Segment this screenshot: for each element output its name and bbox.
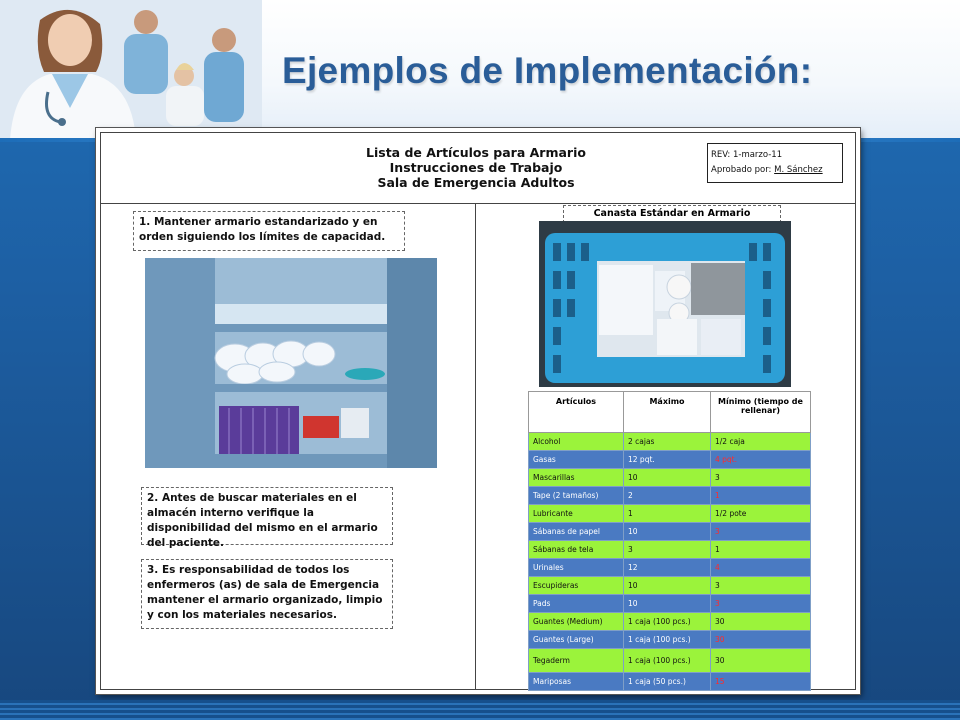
table-row xyxy=(529,613,811,631)
cell-maximo: 10 xyxy=(624,523,711,541)
table-header-row xyxy=(529,392,811,433)
document-frame xyxy=(100,132,856,690)
cell-articulo: Guantes (Medium) xyxy=(529,613,624,631)
cell-maximo: 1 caja (100 pcs.) xyxy=(624,631,711,649)
cell-maximo: 2 xyxy=(624,487,711,505)
cell-maximo: 12 pqt. xyxy=(624,451,711,469)
cell-minimo: 3 xyxy=(711,577,811,595)
cabinet-photo xyxy=(145,258,437,468)
cell-maximo: 12 xyxy=(624,559,711,577)
document-title-line: Sala de Emergencia Adultos xyxy=(377,175,575,190)
cell-articulo: Alcohol xyxy=(529,433,624,451)
cell-minimo: 3 xyxy=(711,595,811,613)
cell-minimo: 4 pqt. xyxy=(711,451,811,469)
cell-minimo: 3 xyxy=(711,469,811,487)
table-row xyxy=(529,487,811,505)
medical-staff-illustration xyxy=(0,0,262,140)
footer-stripes xyxy=(0,700,960,720)
document-title xyxy=(331,145,621,190)
instruction-note-3: 3. Es responsabilidad de todos los enfermeros (as) de sala de Emergencia mantener el armario organizado, limpio y con los materiales necesarios. xyxy=(141,559,393,629)
cell-articulo: Pads xyxy=(529,595,624,613)
cell-minimo: 1/2 pote xyxy=(711,505,811,523)
basket-caption: Canasta Estándar en Armario xyxy=(563,205,781,223)
cell-minimo: 1 xyxy=(711,541,811,559)
cell-articulo: Tape (2 tamaños) xyxy=(529,487,624,505)
cell-minimo: 30 xyxy=(711,649,811,673)
cell-minimo: 30 xyxy=(711,631,811,649)
table-row xyxy=(529,541,811,559)
approved-by: M. Sánchez xyxy=(774,165,823,175)
cell-maximo: 10 xyxy=(624,577,711,595)
cell-maximo: 10 xyxy=(624,595,711,613)
basket-illustration xyxy=(539,221,791,387)
basket-photo xyxy=(539,221,791,387)
table-row xyxy=(529,577,811,595)
table-row xyxy=(529,649,811,673)
cell-articulo: Urinales xyxy=(529,559,624,577)
revision-date: REV: 1-marzo-11 xyxy=(711,150,783,160)
table-row xyxy=(529,505,811,523)
cell-minimo: 30 xyxy=(711,613,811,631)
table-row xyxy=(529,673,811,691)
cell-minimo: 4 xyxy=(711,559,811,577)
medical-staff-photo xyxy=(0,0,262,140)
cabinet-illustration xyxy=(145,258,437,468)
cell-minimo: 1/2 caja xyxy=(711,433,811,451)
document-title-line: Instrucciones de Trabajo xyxy=(389,160,563,175)
table-body xyxy=(529,433,811,691)
cell-articulo: Gasas xyxy=(529,451,624,469)
cell-maximo: 10 xyxy=(624,469,711,487)
slide-title: Ejemplos de Implementación: xyxy=(282,50,813,91)
approval-line xyxy=(711,163,839,178)
cell-maximo: 1 caja (100 pcs.) xyxy=(624,613,711,631)
cell-minimo: 3 xyxy=(711,523,811,541)
document-title-line: Lista de Artículos para Armario xyxy=(366,145,586,160)
table-row xyxy=(529,631,811,649)
column-header-minimo: Mínimo (tiempo de rellenar) xyxy=(711,392,811,433)
revision-box xyxy=(707,143,843,183)
cell-maximo: 1 caja (100 pcs.) xyxy=(624,649,711,673)
table-row xyxy=(529,595,811,613)
work-instruction-document xyxy=(96,128,860,694)
table-row xyxy=(529,433,811,451)
cell-articulo: Mariposas xyxy=(529,673,624,691)
cell-articulo: Tegaderm xyxy=(529,649,624,673)
table-row xyxy=(529,559,811,577)
column-header-maximo: Máximo xyxy=(624,392,711,433)
slide-header xyxy=(0,0,960,140)
table-row xyxy=(529,451,811,469)
cell-articulo: Lubricante xyxy=(529,505,624,523)
cell-minimo: 1 xyxy=(711,487,811,505)
cell-articulo: Sábanas de papel xyxy=(529,523,624,541)
cell-articulo: Mascarillas xyxy=(529,469,624,487)
column-divider xyxy=(475,203,476,689)
cell-articulo: Guantes (Large) xyxy=(529,631,624,649)
cell-articulo: Sábanas de tela xyxy=(529,541,624,559)
cell-maximo: 2 cajas xyxy=(624,433,711,451)
approved-label: Aprobado por: xyxy=(711,165,772,175)
cell-maximo: 3 xyxy=(624,541,711,559)
column-header-articulos: Artículos xyxy=(529,392,624,433)
table-row xyxy=(529,469,811,487)
cell-minimo: 15 xyxy=(711,673,811,691)
document-header xyxy=(101,133,855,204)
instruction-note-1: 1. Mantener armario estandarizado y en orden siguiendo los límites de capacidad. xyxy=(133,211,405,251)
cell-maximo: 1 caja (50 pcs.) xyxy=(624,673,711,691)
cell-maximo: 1 xyxy=(624,505,711,523)
supply-table xyxy=(528,391,811,691)
instruction-note-2: 2. Antes de buscar materiales en el almacén interno verifique la disponibilidad del mismo en el armario del paciente. xyxy=(141,487,393,545)
table-row xyxy=(529,523,811,541)
cell-articulo: Escupideras xyxy=(529,577,624,595)
